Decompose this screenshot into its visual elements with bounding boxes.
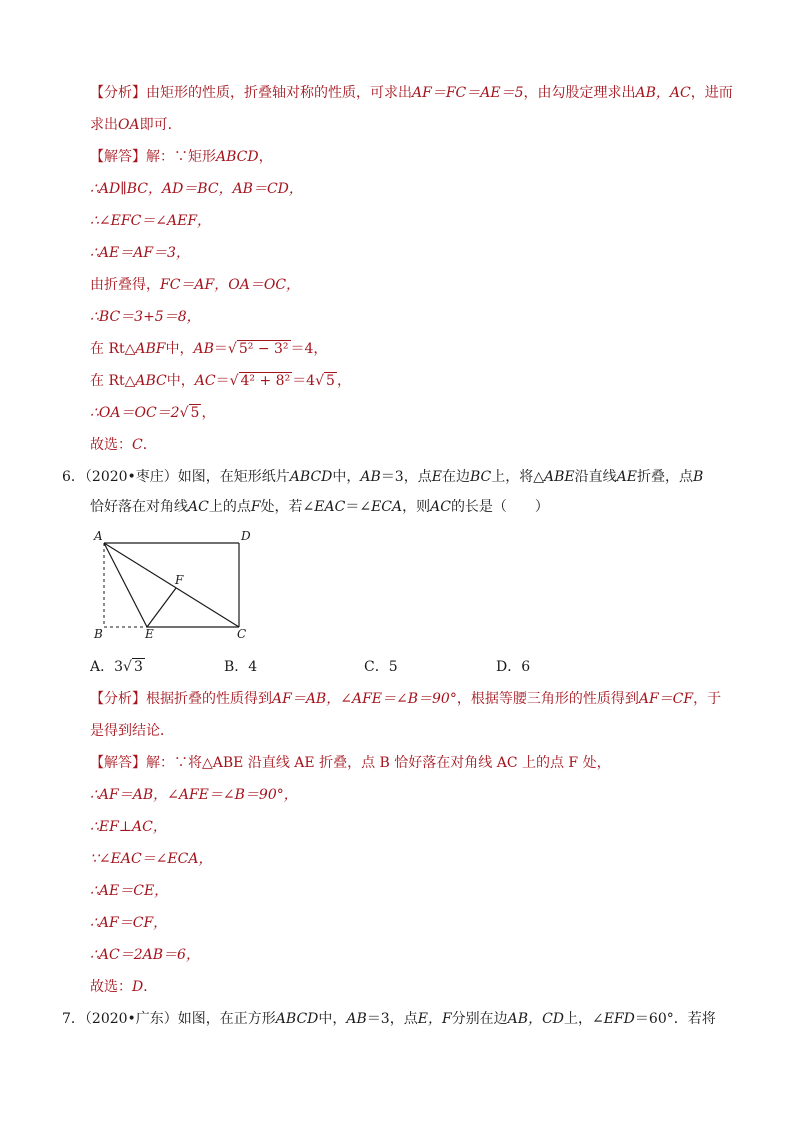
solution-6-line-3: ∴EF⊥AC，	[90, 819, 167, 835]
label-a: A	[94, 529, 103, 543]
solution-6-line-2: ∴AF＝AB，∠AFE＝∠B＝90°，	[90, 787, 298, 803]
question-6-line-1: 6．（2020•枣庄）如图，在矩形纸片ABCD中，AB＝3，点E在边BC上，将△ABE沿直线AE折叠，点B	[62, 469, 704, 485]
solution-tag: 【解答】	[90, 149, 146, 165]
choice-c[interactable]: C．5	[364, 659, 398, 675]
solution-6-line-8: 故选：D．	[90, 979, 158, 995]
analysis-tag: 【分析】	[90, 85, 146, 101]
solution-5-line-2: ∴AD∥BC，AD＝BC，AB＝CD，	[90, 181, 303, 197]
choice-b[interactable]: B．4	[224, 659, 258, 675]
label-c: C	[237, 627, 247, 641]
sqrt-expression: √ 5	[179, 405, 200, 421]
analysis-6-line-2: 是得到结论．	[90, 723, 174, 739]
choice-d[interactable]: D．6	[496, 659, 531, 675]
solution-6-line-4: ∵∠EAC＝∠ECA，	[90, 851, 213, 867]
solution-5-line-7: 在 Rt△ABF中，AB＝√ 5² − 3² ＝4，	[90, 341, 328, 357]
solution-5-line-4: ∴AE＝AF＝3，	[90, 245, 190, 261]
diagonal-ac	[104, 543, 239, 627]
solution-5-line-1: 【解答】解：∵矩形ABCD，	[90, 149, 273, 165]
sqrt-expression: √ 5	[315, 373, 335, 389]
analysis-5-line-1: 【分析】由矩形的性质，折叠轴对称的性质，可求出AF＝FC＝AE＝5，由勾股定理求出AB，AC，进而	[90, 85, 733, 101]
label-e: E	[145, 627, 154, 641]
label-f: F	[175, 573, 184, 587]
question-7-line-1: 7．（2020•广东）如图，在正方形ABCD中，AB＝3，点E，F分别在边AB，CD上，∠EFD＝60°．若将	[62, 1011, 716, 1027]
solution-6-line-6: ∴AF＝CF，	[90, 915, 168, 931]
solution-5-line-10: 故选：C．	[90, 437, 157, 453]
solution-5-line-9: ∴OA＝OC＝2√ 5 ，	[90, 405, 216, 421]
analysis-6-line-1: 【分析】根据折叠的性质得到AF＝AB，∠AFE＝∠B＝90°，根据等腰三角形的性质得到AF＝CF，于	[90, 691, 722, 707]
sqrt-expression: √ 3	[123, 659, 143, 675]
question-6-line-2: 恰好落在对角线AC上的点F处，若∠EAC＝∠ECA，则AC的长是（ ）	[90, 499, 549, 515]
solution-5-line-5: 由折叠得，FC＝AF，OA＝OC，	[90, 277, 301, 293]
label-b: B	[94, 627, 103, 641]
solution-5-line-3: ∴∠EFC＝∠AEF，	[90, 213, 212, 229]
solution-6-line-7: ∴AC＝2AB＝6，	[90, 947, 200, 963]
analysis-5-line-2: 求出OA即可．	[90, 117, 182, 133]
solution-5-line-8: 在 Rt△ABC中，AC＝√ 4² + 8² ＝4√ 5 ，	[90, 373, 351, 389]
label-d: D	[241, 529, 251, 543]
segment-ae	[104, 543, 147, 627]
sqrt-expression: √ 4² + 8²	[229, 373, 291, 389]
solution-6-line-5: ∴AE＝CE，	[90, 883, 169, 899]
solution-5-line-6: ∴BC＝3+5＝8，	[90, 309, 201, 325]
solution-6-line-1: 【解答】解：∵将△ABE 沿直线 AE 折叠，点 B 恰好落在对角线 AC 上的点 F 处，	[90, 755, 611, 771]
sqrt-expression: √ 5² − 3²	[227, 341, 289, 357]
choice-a[interactable]: A．3√ 3	[90, 659, 143, 675]
segment-ef	[147, 588, 176, 627]
geometry-figure	[90, 526, 260, 644]
